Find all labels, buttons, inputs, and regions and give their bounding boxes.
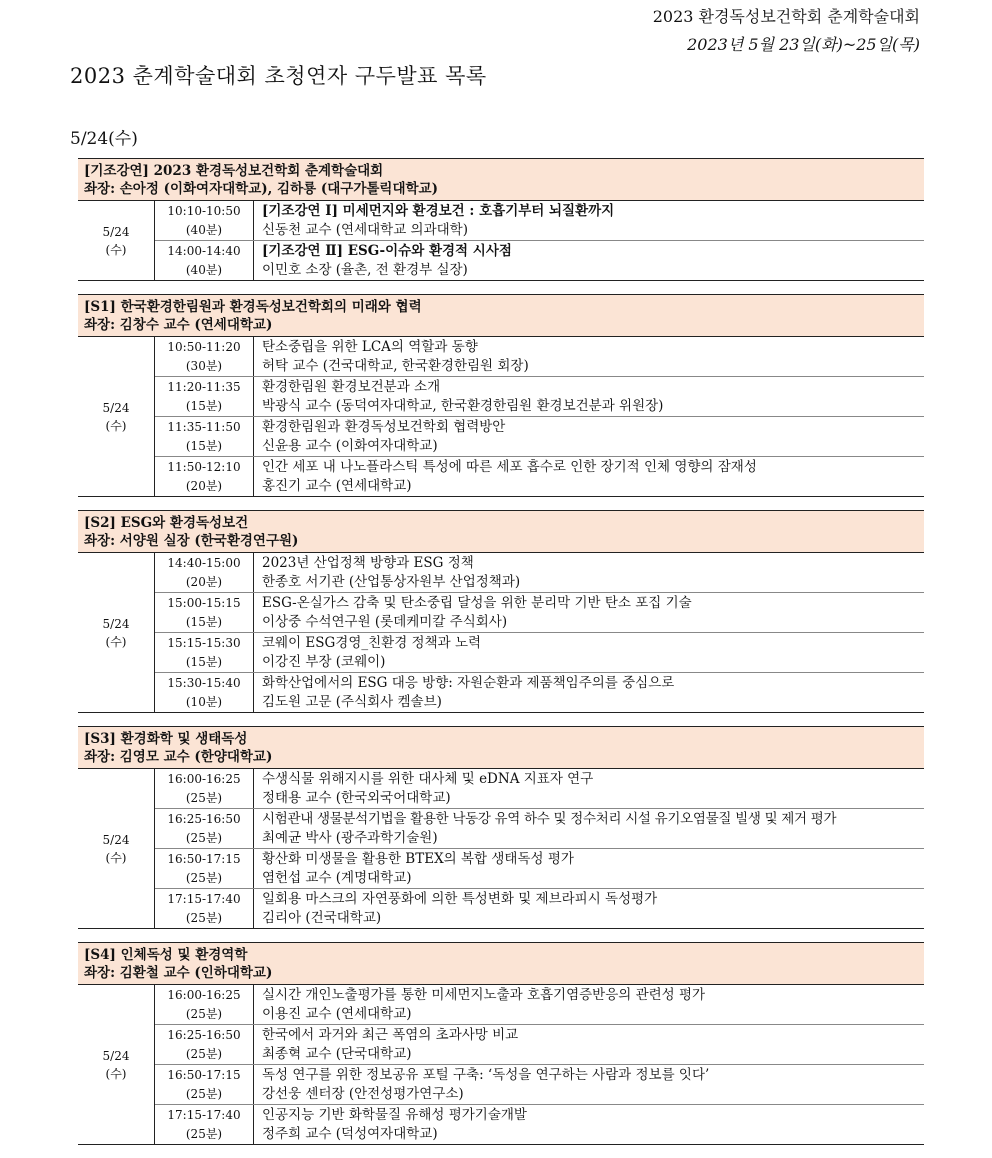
talk-row [155, 889, 924, 928]
talk-list [155, 553, 924, 712]
talk-time-cell [155, 769, 254, 808]
talk-time: 16:00-16:25 [167, 988, 241, 1002]
session-day: 5/24 [102, 616, 130, 631]
talk-time-cell [155, 1065, 254, 1104]
talk-time-cell [155, 377, 254, 416]
page-title: 2023 춘계학술대회 초청연자 구두발표 목록 [70, 64, 487, 88]
session-day-cell [78, 201, 155, 280]
talk-time-cell [155, 673, 254, 712]
talk-duration: (25분) [185, 911, 223, 925]
talk-time: 16:25-16:50 [167, 812, 241, 826]
talk-topic: 실시간 개인노출평가를 통한 미세먼지노출과 호흡기염증반응의 관련성 평가 [262, 987, 706, 1003]
session-header [78, 942, 924, 985]
talk-topic: 2023년 산업정책 방향과 ESG 정책 [262, 555, 474, 571]
session-header [78, 158, 924, 201]
talk-duration: (25분) [185, 1087, 223, 1101]
talk-topic: 환경한림원 환경보건분과 소개 [262, 379, 441, 395]
talk-row [155, 201, 924, 241]
talk-time: 15:30-15:40 [167, 676, 241, 690]
talk-duration: (25분) [185, 1047, 223, 1061]
session-day: 5/24 [102, 1048, 130, 1063]
talk-list [155, 985, 924, 1144]
session-day-cell [78, 769, 155, 928]
talk-row [155, 1065, 924, 1105]
session-title: [S4] 인체독성 및 환경역학 [84, 947, 248, 963]
talk-speaker: 신윤용 교수 (이화여자대학교) [262, 438, 438, 454]
talk-time: 15:15-15:30 [167, 636, 241, 650]
session-day: 5/24 [102, 832, 130, 847]
session-title: [S2] ESG와 환경독성보건 [84, 515, 249, 531]
talk-time-cell [155, 889, 254, 928]
session-block [78, 510, 924, 713]
talk-time: 14:00-14:40 [167, 244, 241, 258]
session-table [78, 769, 924, 929]
session-day: 5/24 [102, 400, 130, 415]
talk-row [155, 241, 924, 280]
talk-time: 17:15-17:40 [167, 1108, 241, 1122]
talk-row [155, 417, 924, 457]
session-chair: 좌장: 서양원 실장 (한국환경연구원) [84, 533, 299, 549]
talk-row [155, 633, 924, 673]
talk-topic: 황산화 미생물을 활용한 BTEX의 복합 생태독성 평가 [262, 851, 574, 867]
event-dates: 2023년 5월 23일(화)~25일(목) [687, 35, 920, 54]
talk-info-cell [254, 809, 924, 848]
talk-time: 16:50-17:15 [167, 1068, 241, 1082]
talk-speaker: 한종호 서기관 (산업통상자원부 산업정책과) [262, 574, 521, 590]
talk-time-cell [155, 337, 254, 376]
talk-info-cell [254, 769, 924, 808]
talk-time: 10:10-10:50 [167, 204, 241, 218]
session-title: [S1] 한국환경한림원과 환경독성보건학회의 미래와 협력 [84, 299, 422, 315]
talk-time-cell [155, 553, 254, 592]
talk-info-cell [254, 889, 924, 928]
talk-time-cell [155, 1025, 254, 1064]
talk-list [155, 337, 924, 496]
talk-speaker: 이민호 소장 (율촌, 전 환경부 실장) [262, 262, 468, 278]
talk-duration: (20분) [185, 479, 223, 493]
date-heading: 5/24(수) [70, 129, 138, 149]
session-day-cell [78, 337, 155, 496]
talk-info-cell [254, 417, 924, 456]
session-weekday: (수) [105, 1066, 127, 1081]
talk-info-cell [254, 457, 924, 496]
talk-duration: (15분) [185, 615, 223, 629]
talk-speaker: 김리아 (건국대학교) [262, 910, 382, 926]
talk-time-cell [155, 241, 254, 280]
talk-speaker: 박광식 교수 (동덕여자대학교, 한국환경한림원 환경보건분과 위원장) [262, 398, 664, 414]
talk-duration: (25분) [185, 791, 223, 805]
talk-topic: 인공지능 기반 화학물질 유해성 평가기술개발 [262, 1107, 527, 1123]
talk-info-cell [254, 1065, 924, 1104]
talk-row [155, 457, 924, 496]
session-chair: 좌장: 김창수 교수 (연세대학교) [84, 317, 273, 333]
talk-duration: (30분) [185, 359, 223, 373]
talk-topic: 탄소중립을 위한 LCA의 역할과 동향 [262, 339, 478, 355]
talk-row [155, 809, 924, 849]
talk-speaker: 이상중 수석연구원 (롯데케미칼 주식회사) [262, 614, 508, 630]
talk-duration: (25분) [185, 871, 223, 885]
talk-speaker: 신동천 교수 (연세대학교 의과대학) [262, 222, 468, 238]
talk-duration: (25분) [185, 831, 223, 845]
talk-time: 11:20-11:35 [167, 380, 241, 394]
talk-time: 11:35-11:50 [167, 420, 241, 434]
session-header [78, 726, 924, 769]
talk-info-cell [254, 985, 924, 1024]
talk-duration: (15분) [185, 399, 223, 413]
session-table [78, 985, 924, 1145]
talk-topic: 시험관내 생물분석기법을 활용한 낙동강 유역 하수 및 정수처리 시설 유기오염물질 빌생 및 제거 평가 [262, 811, 837, 827]
talk-info-cell [254, 201, 924, 240]
session-block [78, 726, 924, 929]
talk-duration: (25분) [185, 1127, 223, 1141]
talk-speaker: 김도원 고문 (주식회사 켐솔브) [262, 694, 442, 710]
talk-speaker: 정태용 교수 (한국외국어대학교) [262, 790, 451, 806]
talk-info-cell [254, 593, 924, 632]
talk-speaker: 최종혁 교수 (단국대학교) [262, 1046, 412, 1062]
session-table [78, 201, 924, 281]
session-block [78, 942, 924, 1145]
talk-duration: (40분) [185, 223, 223, 237]
talk-info-cell [254, 673, 924, 712]
talk-row [155, 1025, 924, 1065]
talk-topic: 코웨이 ESG경영_친환경 정책과 노력 [262, 635, 482, 651]
talk-speaker: 이강진 부장 (코웨이) [262, 654, 386, 670]
talk-row [155, 593, 924, 633]
session-weekday: (수) [105, 242, 127, 257]
session-title: [기조강연] 2023 환경독성보건학회 춘계학술대회 [84, 163, 384, 179]
talk-list [155, 769, 924, 928]
talk-time: 16:25-16:50 [167, 1028, 241, 1042]
talk-time: 11:50-12:10 [167, 460, 241, 474]
talk-time-cell [155, 201, 254, 240]
talk-time-cell [155, 809, 254, 848]
talk-info-cell [254, 337, 924, 376]
talk-time-cell [155, 457, 254, 496]
talk-time: 16:50-17:15 [167, 852, 241, 866]
talk-time-cell [155, 633, 254, 672]
talk-duration: (20분) [185, 575, 223, 589]
talk-time-cell [155, 593, 254, 632]
talk-row [155, 377, 924, 417]
talk-topic: 한국에서 과거와 최근 폭염의 초과사망 비교 [262, 1027, 519, 1043]
session-block [78, 294, 924, 497]
sessions-list [78, 158, 924, 1158]
talk-speaker: 강선웅 센터장 (안전성평가연구소) [262, 1086, 464, 1102]
talk-row [155, 673, 924, 712]
session-chair: 좌장: 김환철 교수 (인하대학교) [84, 965, 273, 981]
talk-topic: 수생식물 위해지시를 위한 대사체 및 eDNA 지표자 연구 [262, 771, 594, 787]
talk-duration: (15분) [185, 655, 223, 669]
talk-duration: (40분) [185, 263, 223, 277]
session-day-cell [78, 553, 155, 712]
talk-time: 17:15-17:40 [167, 892, 241, 906]
session-day-cell [78, 985, 155, 1144]
talk-row [155, 1105, 924, 1144]
talk-time: 14:40-15:00 [167, 556, 241, 570]
talk-speaker: 정주희 교수 (덕성여자대학교) [262, 1126, 438, 1142]
talk-info-cell [254, 1025, 924, 1064]
talk-info-cell [254, 241, 924, 280]
session-weekday: (수) [105, 418, 127, 433]
talk-time: 15:00-15:15 [167, 596, 241, 610]
talk-duration: (25분) [185, 1007, 223, 1021]
talk-speaker: 최예균 박사 (광주과학기술원) [262, 830, 438, 846]
talk-speaker: 홍진기 교수 (연세대학교) [262, 478, 412, 494]
talk-info-cell [254, 1105, 924, 1144]
session-table [78, 553, 924, 713]
session-title: [S3] 환경화학 및 생태독성 [84, 731, 248, 747]
talk-time: 16:00-16:25 [167, 772, 241, 786]
session-header [78, 294, 924, 337]
talk-info-cell [254, 849, 924, 888]
session-chair: 좌장: 손아정 (이화여자대학교), 김하룡 (대구가톨릭대학교) [84, 181, 438, 197]
talk-topic: 일회용 마스크의 자연풍화에 의한 특성변화 및 제브라피시 독성평가 [262, 891, 658, 907]
talk-time: 10:50-11:20 [167, 340, 241, 354]
session-header [78, 510, 924, 553]
talk-time-cell [155, 1105, 254, 1144]
talk-topic: 화학산업에서의 ESG 대응 방향: 자원순환과 제품책임주의를 중심으로 [262, 675, 675, 691]
session-weekday: (수) [105, 634, 127, 649]
talk-topic: 환경한림원과 환경독성보건학회 협력방안 [262, 419, 506, 435]
talk-time-cell [155, 985, 254, 1024]
talk-row [155, 553, 924, 593]
talk-row [155, 769, 924, 809]
talk-info-cell [254, 553, 924, 592]
talk-info-cell [254, 633, 924, 672]
session-chair: 좌장: 김영모 교수 (한양대학교) [84, 749, 273, 765]
session-weekday: (수) [105, 850, 127, 865]
talk-row [155, 985, 924, 1025]
event-name: 2023 환경독성보건학회 춘계학술대회 [652, 7, 920, 26]
talk-time-cell [155, 417, 254, 456]
talk-topic: 인간 세포 내 나노플라스틱 특성에 따른 세포 흡수로 인한 장기적 인체 영향의 잠재성 [262, 459, 757, 475]
session-day: 5/24 [102, 224, 130, 239]
talk-duration: (15분) [185, 439, 223, 453]
talk-speaker: 이용진 교수 (연세대학교) [262, 1006, 412, 1022]
talk-duration: (10분) [185, 695, 223, 709]
talk-topic: 독성 연구를 위한 정보공유 포털 구축: ‘독성을 연구하는 사람과 정보를 잇다’ [262, 1067, 710, 1083]
session-block [78, 158, 924, 281]
talk-row [155, 337, 924, 377]
session-table [78, 337, 924, 497]
talk-speaker: 허탁 교수 (건국대학교, 한국환경한림원 회장) [262, 358, 529, 374]
talk-row [155, 849, 924, 889]
talk-list [155, 201, 924, 280]
talk-time-cell [155, 849, 254, 888]
talk-topic: [기조강연 I] 미세먼지와 환경보건 : 호흡기부터 뇌질환까지 [262, 203, 615, 219]
talk-info-cell [254, 377, 924, 416]
talk-topic: ESG-온실가스 감축 및 탄소중립 달성을 위한 분리막 기반 탄소 포집 기술 [262, 595, 692, 611]
talk-topic: [기조강연 Ⅱ] ESG-이슈와 환경적 시사점 [262, 243, 512, 259]
talk-speaker: 염헌섭 교수 (계명대학교) [262, 870, 412, 886]
